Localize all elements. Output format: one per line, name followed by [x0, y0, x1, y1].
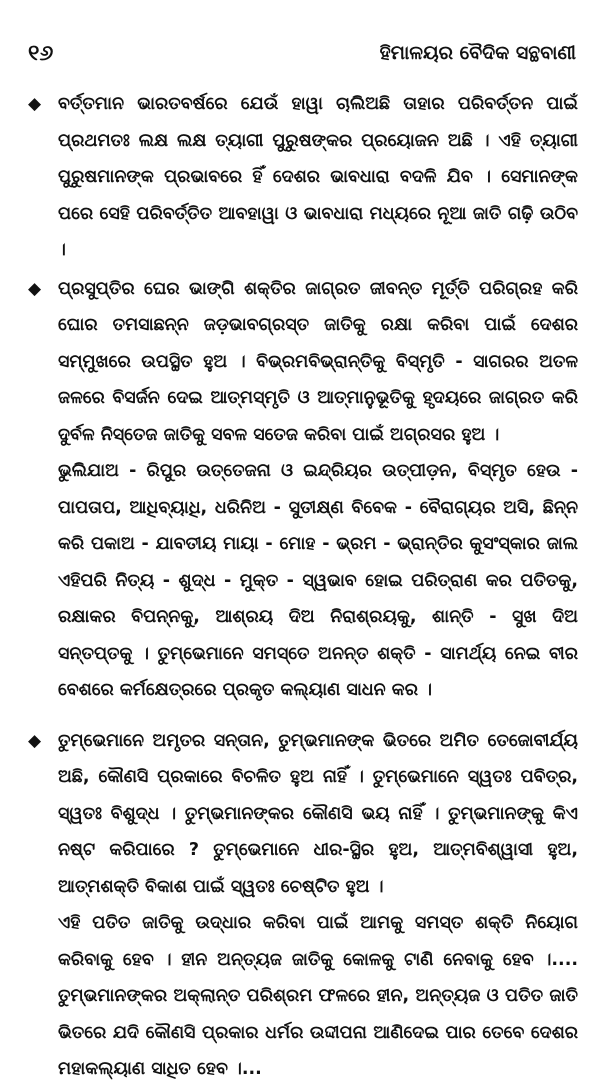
paragraph: ତୁମ୍ଭେମାନେ ଅମୃତର ସନ୍ତାନ, ତୁମ୍ଭମାନଙ୍କ ଭିତରେ ଅମିତ ତେଜୋବୀର୍ଯ୍ୟ ଅଛି, କୌଣସି ପ୍ରକାରେ ବିଚଳିତ ହୁଅ ନାହିଁ । ତୁମ୍ଭେମାନେ ସ୍ୱତଃ ପବିତ୍ର, ସ୍ୱତଃ ବିଶୁଦ୍ଧ । ତୁମ୍ଭମାନଙ୍କର କୌଣସି ଭୟ ନାହିଁ । ତୁମ୍ଭମାନଙ୍କୁ କିଏ ନଷ୍ଟ କରିପାରେ ? ତୁମ୍ଭେମାନେ ଧୀର-ସ୍ଥିର ହୁଅ, ଆତ୍ମବିଶ୍ୱାସୀ ହୁଅ, ଆତ୍ମଶକ୍ତି ବିକାଶ ପାଇଁ ସ୍ୱତଃ ଚେଷ୍ଟିତ ହୁଅ । — [58, 730, 578, 897]
paragraph: ଏହି ପତିତ ଜାତିକୁ ଉଦ୍ଧାର କରିବା ପାଇଁ ଆମକୁ ସମସ୍ତ ଶକ୍ତି ନିୟୋଗ କରିବାକୁ ହେବ । ହୀନ ଅନ୍ତ୍ୟଜ ଜାତିକୁ କୋଳକୁ ଟାଣି ନେବାକୁ ହେବ ।.... ତୁମ୍ଭମାନଙ୍କର ଅକ୍ଲାନ୍ତ ପରିଶ୍ରମ ଫଳରେ ହୀନ, ଅନ୍ତ୍ୟଜ ଓ ପତିତ ଜାତି ଭିତରେ ଯଦି କୌଣସି ପ୍ରକାର ଧର୍ମର ଉଦ୍ଦୀପନା ଆଣିଦେଇ ପାର ତେବେ ଦେଶର ମହାକଲ୍ୟାଣ ସାଧିତ ହେବ ।... — [58, 913, 578, 1079]
page-header — [28, 38, 576, 68]
paragraph: ବର୍ତ୍ତମାନ ଭାରତବର୍ଷରେ ଯେଉଁ ହାୱା ଚାଲିଅଛି ତାହାର ପରିବର୍ତ୍ତନ ପାଇଁ ପ୍ରଥମତଃ ଲକ୍ଷ ଲକ୍ଷ ତ୍ୟାଗୀ ପୁରୁଷଙ୍କର ପ୍ରୟୋଜନ ଅଛି । ଏହି ତ୍ୟାଗୀ ପୁରୁଷମାନଙ୍କ ପ୍ରଭାବରେ ହିଁ ଦେଶର ଭାବଧାରା ବଦଳି ଯିବ । ସେମାନଙ୍କ ପରେ ସେହି ପରିବର୍ତ୍ତିତ ଆବହାୱା ଓ ଭାବଧାରା ମଧ୍ୟରେ ନୂଆ ଜାତି ଗଢ଼ି ଉଠିବ । — [58, 94, 578, 260]
bullet-block-2 — [28, 271, 578, 709]
running-title: ହିମାଳୟର ବୈଦିକ ସନ୍ଥବାଣୀ — [379, 42, 576, 64]
paragraph: ପ୍ରସୁପ୍ତିର ଘେର ଭାଙ୍ଗି ଶକ୍ତିର ଜାଗ୍ରତ ଜୀବନ୍ତ ମୂର୍ତ୍ତି ପରିଗ୍ରହ କରି ଘୋର ତମସାଛନ୍ନ ଜଡ଼ଭାବଗ୍ରସ୍ତ ଜାତିକୁ ରକ୍ଷା କରିବା ପାଇଁ ଦେଶର ସମ୍ମୁଖରେ ଉପସ୍ଥିତ ହୁଅ । ବିଭ୍ରମବିଭ୍ରାନ୍ତିକୁ ବିସ୍ମୃତି - ସାଗରର ଅତଳ ଜଳରେ ବିସର୍ଜନ ଦେଇ ଆତ୍ମସ୍ମୃତି ଓ ଆତ୍ମାନୁଭୂତିକୁ ହୃଦୟରେ ଜାଗ୍ରତ କରି ଦୁର୍ବଳ ନିସ୍ତେଜ ଜାତିକୁ ସବଳ ସତେଜ କରିବା ପାଇଁ ଅଗ୍ରସର ହୁଅ । — [58, 278, 578, 445]
page-body — [28, 86, 578, 1088]
diamond-bullet-icon: ◆ — [28, 278, 42, 299]
diamond-bullet-icon: ◆ — [28, 94, 42, 114]
bullet-block-3 — [28, 723, 578, 1088]
diamond-bullet-icon: ◆ — [28, 730, 42, 751]
page-number: ୧୬ — [28, 40, 54, 66]
bullet-block-1 — [28, 86, 578, 269]
paragraph: ଭୁଲିଯାଅ - ରିପୁର ଉତ୍ତେଜନା ଓ ଇନ୍ଦ୍ରିୟର ଉତ୍ପୀଡ଼ନ, ବିସ୍ମୃତ ହେଉ - ପାପତାପ, ଆଧିବ୍ୟାଧି, ଧରିନିଅ - ସୁତୀକ୍ଷ୍ଣ ବିବେକ - ବୈରାଗ୍ୟର ଅସି, ଛିନ୍ନ କରି ପକାଅ - ଯାବତୀୟ ମାୟା - ମୋହ - ଭ୍ରମ - ଭ୍ରାନ୍ତିର କୁସଂସ୍କାର ଜାଲ ଏହିପରି ନିତ୍ୟ - ଶୁଦ୍ଧ - ମୁକ୍ତ - ସ୍ୱଭାବ ହୋଇ ପରିତ୍ରାଣ କର ପତିତକୁ, ରକ୍ଷାକର ବିପନ୍ନକୁ, ଆଶ୍ରୟ ଦିଅ ନିରାଶ୍ରୟକୁ, ଶାନ୍ତି - ସୁଖ ଦିଅ ସନ୍ତପ୍ତକୁ । ତୁମ୍ଭେମାନେ ସମସ୍ତେ ଅନନ୍ତ ଶକ୍ତି - ସାମର୍ଥ୍ୟ ନେଇ ବୀର ବେଶରେ କର୍ମକ୍ଷେତ୍ରରେ ପ୍ରକୃତ କଲ୍ୟାଣ ସାଧନ କର । — [58, 461, 578, 700]
